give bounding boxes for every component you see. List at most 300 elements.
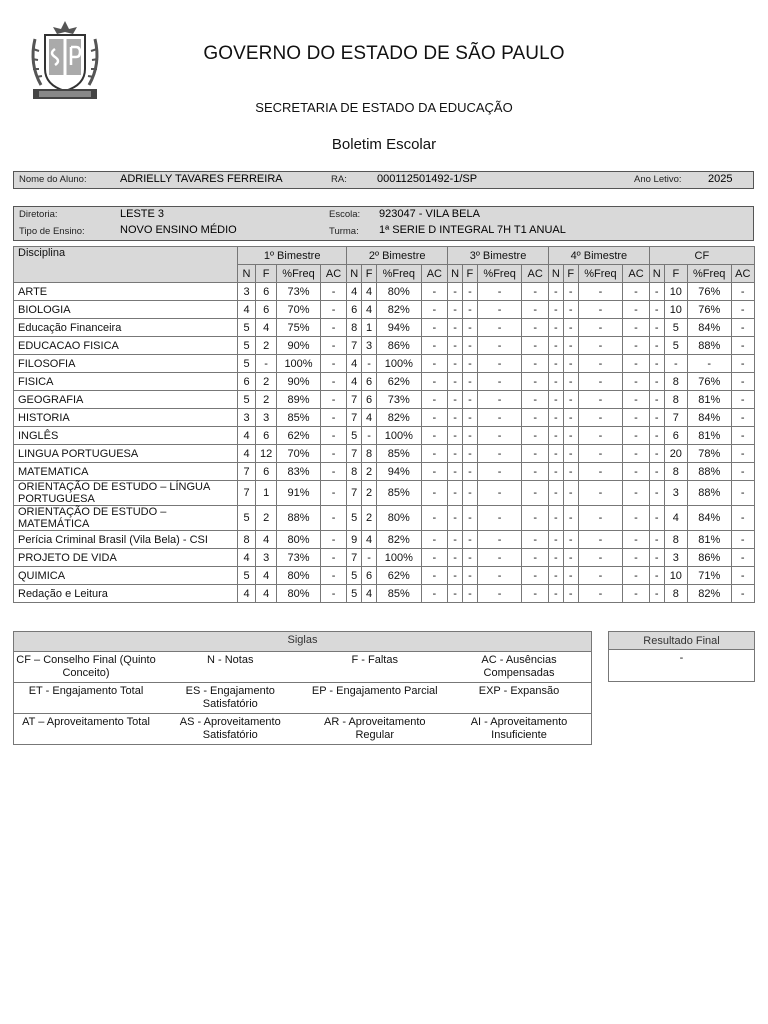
grade-cell: - — [462, 301, 477, 319]
grade-cell: 4 — [347, 373, 362, 391]
grade-cell: - — [578, 283, 623, 301]
grade-cell: 4 — [362, 585, 377, 603]
sigla-entry: ET - Engajamento Total — [14, 683, 159, 714]
sigla-entry: AC - Ausências Compensadas — [447, 652, 592, 683]
grade-cell: - — [477, 373, 522, 391]
grade-cell: - — [320, 319, 347, 337]
grade-cell: 1 — [362, 319, 377, 337]
grade-cell: - — [421, 531, 448, 549]
grade-cell: 6 — [237, 373, 255, 391]
column-subheader: %Freq — [277, 265, 321, 283]
grade-cell: - — [731, 337, 755, 355]
grade-cell: - — [548, 337, 563, 355]
grade-cell: 7 — [347, 391, 362, 409]
grade-cell: - — [462, 549, 477, 567]
grade-cell: - — [649, 409, 664, 427]
grade-cell: - — [649, 549, 664, 567]
grade-cell: - — [477, 531, 522, 549]
table-row — [14, 506, 755, 531]
grade-cell: - — [623, 463, 650, 481]
grade-cell: - — [448, 373, 463, 391]
grade-cell: 100% — [377, 355, 422, 373]
grade-cell: 4 — [256, 585, 277, 603]
grade-cell: - — [548, 549, 563, 567]
grade-cell: - — [448, 355, 463, 373]
grade-cell: - — [477, 445, 522, 463]
grade-cell: - — [522, 445, 549, 463]
grade-cell: - — [421, 585, 448, 603]
table-row — [14, 585, 755, 603]
grade-cell: - — [563, 427, 578, 445]
grade-cell: - — [578, 481, 623, 506]
grade-cell: 88% — [687, 481, 731, 506]
grade-cell: 70% — [277, 301, 321, 319]
grade-cell: 2 — [256, 391, 277, 409]
grade-cell: - — [563, 373, 578, 391]
grade-cell: - — [477, 567, 522, 585]
grade-cell: 5 — [347, 585, 362, 603]
grade-cell: 8 — [664, 531, 687, 549]
grade-cell: - — [320, 531, 347, 549]
grade-cell: - — [578, 301, 623, 319]
column-subheader: F — [362, 265, 377, 283]
grade-cell: 2 — [362, 506, 377, 531]
siglas-row — [14, 714, 592, 745]
discipline-name: MATEMATICA — [14, 463, 238, 481]
grade-cell: - — [448, 319, 463, 337]
sigla-entry: EP - Engajamento Parcial — [303, 683, 448, 714]
discipline-name: PROJETO DE VIDA — [14, 549, 238, 567]
year-value: 2025 — [708, 173, 733, 185]
grade-cell: - — [731, 585, 755, 603]
grade-cell: - — [623, 301, 650, 319]
grade-cell: 3 — [362, 337, 377, 355]
grade-cell: 71% — [687, 567, 731, 585]
grade-cell: - — [320, 409, 347, 427]
grade-cell: 2 — [362, 481, 377, 506]
grade-cell: 5 — [237, 567, 255, 585]
grade-cell: 91% — [277, 481, 321, 506]
grade-cell: - — [477, 427, 522, 445]
grade-cell: 85% — [377, 481, 422, 506]
discipline-header: Disciplina — [14, 247, 238, 283]
grade-cell: 100% — [377, 427, 422, 445]
secretariat-title: SECRETARIA DE ESTADO DA EDUCAÇÃO — [255, 100, 513, 115]
sigla-entry: F - Faltas — [303, 652, 448, 683]
column-subheader: %Freq — [687, 265, 731, 283]
grade-cell: - — [548, 585, 563, 603]
grade-cell: 8 — [664, 463, 687, 481]
grade-cell: 4 — [256, 319, 277, 337]
table-row — [14, 427, 755, 445]
grade-cell: - — [448, 409, 463, 427]
discipline-name: INGLÊS — [14, 427, 238, 445]
resultado-final-value: - — [679, 652, 684, 664]
siglas-row — [14, 652, 592, 683]
grade-cell: - — [578, 337, 623, 355]
grade-cell: 10 — [664, 301, 687, 319]
grade-cell: - — [563, 355, 578, 373]
discipline-name: ORIENTAÇÃO DE ESTUDO – LÍNGUA PORTUGUESA — [14, 481, 238, 506]
grade-cell: - — [731, 409, 755, 427]
grade-cell: - — [448, 427, 463, 445]
sigla-entry: AR - Aproveitamento Regular — [303, 714, 448, 745]
grade-cell: - — [320, 549, 347, 567]
table-row — [14, 391, 755, 409]
document-title: Boletim Escolar — [331, 136, 437, 153]
discipline-name: LINGUA PORTUGUESA — [14, 445, 238, 463]
discipline-name: QUIMICA — [14, 567, 238, 585]
grade-cell: 5 — [347, 427, 362, 445]
grade-cell: - — [623, 531, 650, 549]
grade-cell: 80% — [277, 567, 321, 585]
grade-cell: - — [320, 506, 347, 531]
grade-cell: - — [623, 373, 650, 391]
column-subheader: N — [548, 265, 563, 283]
grade-cell: - — [578, 585, 623, 603]
grade-cell: 2 — [362, 463, 377, 481]
grade-cell: - — [462, 506, 477, 531]
discipline-name: FISICA — [14, 373, 238, 391]
grade-cell: - — [548, 567, 563, 585]
grade-cell: 7 — [664, 409, 687, 427]
period-header: 4º Bimestre — [548, 247, 649, 265]
grade-cell: - — [448, 301, 463, 319]
grade-cell: - — [548, 355, 563, 373]
grade-cell: - — [421, 373, 448, 391]
grade-cell: 8 — [362, 445, 377, 463]
column-subheader: AC — [623, 265, 650, 283]
grade-cell: - — [578, 567, 623, 585]
grade-cell: - — [320, 585, 347, 603]
grade-cell: - — [522, 355, 549, 373]
period-header: CF — [649, 247, 754, 265]
grade-cell: - — [563, 463, 578, 481]
period-header: 2º Bimestre — [347, 247, 448, 265]
grade-cell: 80% — [377, 506, 422, 531]
siglas-row — [14, 683, 592, 714]
grade-cell: 4 — [256, 531, 277, 549]
table-row — [14, 409, 755, 427]
grade-cell: - — [477, 506, 522, 531]
grade-cell: - — [522, 373, 549, 391]
grade-cell: 76% — [687, 301, 731, 319]
grade-cell: - — [522, 301, 549, 319]
grade-cell: - — [522, 427, 549, 445]
grade-cell: - — [578, 319, 623, 337]
column-subheader: AC — [421, 265, 448, 283]
grade-cell: - — [522, 409, 549, 427]
grade-cell: - — [462, 355, 477, 373]
grade-cell: 3 — [237, 283, 255, 301]
grade-cell: 73% — [377, 391, 422, 409]
ra-value: 000112501492-1/SP — [377, 173, 478, 185]
column-subheader: %Freq — [477, 265, 522, 283]
grade-cell: - — [448, 391, 463, 409]
grade-cell: 80% — [277, 585, 321, 603]
tipo-ensino-label: Tipo de Ensino: — [19, 226, 85, 237]
grade-cell: 75% — [277, 319, 321, 337]
grade-cell: - — [462, 319, 477, 337]
grade-cell: 88% — [277, 506, 321, 531]
grade-cell: 5 — [237, 355, 255, 373]
grade-cell: 4 — [237, 301, 255, 319]
grade-cell: - — [477, 391, 522, 409]
grade-cell: - — [421, 355, 448, 373]
grade-cell: - — [421, 506, 448, 531]
grade-cell: - — [362, 549, 377, 567]
grade-cell: - — [548, 373, 563, 391]
grade-cell: - — [731, 549, 755, 567]
grade-cell: - — [477, 585, 522, 603]
grade-cell: - — [623, 549, 650, 567]
grade-cell: 4 — [256, 567, 277, 585]
grade-cell: - — [731, 531, 755, 549]
grade-cell: 6 — [362, 391, 377, 409]
grade-cell: - — [548, 391, 563, 409]
turma-label: Turma: — [329, 226, 359, 237]
grade-cell: 8 — [664, 585, 687, 603]
grade-cell: 4 — [362, 409, 377, 427]
grade-cell: - — [462, 283, 477, 301]
grade-cell: 85% — [377, 585, 422, 603]
grade-cell: 5 — [664, 319, 687, 337]
table-row — [14, 283, 755, 301]
table-row — [14, 549, 755, 567]
grade-cell: 10 — [664, 283, 687, 301]
column-subheader: %Freq — [578, 265, 623, 283]
grade-cell: - — [462, 373, 477, 391]
grade-cell: - — [623, 409, 650, 427]
grade-cell: 76% — [687, 283, 731, 301]
grade-cell: - — [563, 391, 578, 409]
grade-cell: - — [448, 531, 463, 549]
grade-cell: 7 — [347, 409, 362, 427]
grade-cell: - — [421, 391, 448, 409]
grade-cell: - — [421, 427, 448, 445]
grade-cell: - — [421, 445, 448, 463]
grade-cell: - — [623, 355, 650, 373]
column-subheader: AC — [522, 265, 549, 283]
grade-cell: 6 — [256, 283, 277, 301]
grade-cell: - — [362, 427, 377, 445]
sigla-entry: ES - Engajamento Satisfatório — [158, 683, 303, 714]
grade-cell: - — [731, 355, 755, 373]
grade-cell: - — [731, 506, 755, 531]
grade-cell: - — [731, 445, 755, 463]
grade-cell: 3 — [664, 549, 687, 567]
grade-cell: - — [623, 319, 650, 337]
sigla-entry: N - Notas — [158, 652, 303, 683]
grade-cell: 85% — [277, 409, 321, 427]
grade-cell: - — [548, 409, 563, 427]
grade-cell: - — [320, 373, 347, 391]
grade-cell: 73% — [277, 549, 321, 567]
student-name: ADRIELLY TAVARES FERREIRA — [120, 173, 283, 185]
grade-cell: 82% — [687, 585, 731, 603]
grade-cell: - — [649, 337, 664, 355]
grade-cell: - — [522, 531, 549, 549]
grade-cell: 5 — [347, 506, 362, 531]
sigla-entry: AT – Aproveitamento Total — [14, 714, 159, 745]
grade-cell: - — [649, 373, 664, 391]
column-subheader: F — [256, 265, 277, 283]
grade-cell: 8 — [347, 319, 362, 337]
grade-cell: 84% — [687, 319, 731, 337]
column-subheader: N — [649, 265, 664, 283]
grade-cell: - — [477, 481, 522, 506]
grade-cell: - — [462, 481, 477, 506]
grade-cell: 4 — [362, 531, 377, 549]
grade-cell: 100% — [377, 549, 422, 567]
table-row — [14, 319, 755, 337]
grade-cell: - — [649, 506, 664, 531]
grade-cell: - — [548, 481, 563, 506]
grade-cell: 7 — [347, 481, 362, 506]
grade-cell: 82% — [377, 409, 422, 427]
grade-cell: 84% — [687, 506, 731, 531]
grade-cell: 2 — [256, 373, 277, 391]
grade-cell: - — [578, 391, 623, 409]
grade-cell: - — [548, 531, 563, 549]
grade-cell: 7 — [237, 463, 255, 481]
grade-cell: - — [649, 481, 664, 506]
table-row — [14, 373, 755, 391]
grade-cell: 62% — [377, 373, 422, 391]
grade-cell: 6 — [256, 301, 277, 319]
grade-cell: 94% — [377, 319, 422, 337]
grade-cell: - — [563, 506, 578, 531]
grade-cell: 81% — [687, 531, 731, 549]
sigla-entry: CF – Conselho Final (Quinto Conceito) — [14, 652, 159, 683]
grade-cell: - — [731, 373, 755, 391]
grade-cell: 5 — [237, 391, 255, 409]
grade-cell: - — [548, 301, 563, 319]
grade-cell: 4 — [362, 301, 377, 319]
grade-cell: 4 — [347, 283, 362, 301]
grade-cell: - — [649, 531, 664, 549]
grade-cell: - — [731, 301, 755, 319]
resultado-final-table — [608, 631, 755, 682]
grade-cell: 86% — [687, 549, 731, 567]
grade-cell: 81% — [687, 391, 731, 409]
grade-cell: 2 — [256, 337, 277, 355]
grade-cell: - — [477, 337, 522, 355]
grade-cell: - — [462, 337, 477, 355]
sigla-entry: EXP - Expansão — [447, 683, 592, 714]
grade-cell: 12 — [256, 445, 277, 463]
grade-cell: - — [578, 445, 623, 463]
grade-cell: - — [578, 409, 623, 427]
grade-cell: - — [477, 355, 522, 373]
grade-cell: 8 — [237, 531, 255, 549]
grade-cell: - — [421, 481, 448, 506]
grade-cell: - — [548, 445, 563, 463]
grade-cell: - — [522, 391, 549, 409]
grade-cell: - — [548, 319, 563, 337]
grade-cell: - — [421, 337, 448, 355]
discipline-name: EDUCACAO FISICA — [14, 337, 238, 355]
grade-cell: 82% — [377, 531, 422, 549]
grade-cell: - — [649, 283, 664, 301]
grade-cell: - — [462, 567, 477, 585]
grade-cell: 4 — [237, 549, 255, 567]
grade-cell: - — [522, 463, 549, 481]
grade-cell: 10 — [664, 567, 687, 585]
column-subheader: N — [347, 265, 362, 283]
grade-cell: - — [522, 585, 549, 603]
grade-cell: - — [421, 567, 448, 585]
column-subheader: F — [563, 265, 578, 283]
sigla-entry: AS - Aproveitamento Satisfatório — [158, 714, 303, 745]
grade-cell: - — [563, 567, 578, 585]
grade-cell: - — [623, 481, 650, 506]
grade-cell: 6 — [347, 301, 362, 319]
grade-cell: 4 — [362, 283, 377, 301]
year-label: Ano Letivo: — [634, 174, 682, 185]
grade-cell: - — [623, 445, 650, 463]
grade-cell: 70% — [277, 445, 321, 463]
grade-cell: 90% — [277, 373, 321, 391]
grade-cell: - — [462, 531, 477, 549]
grade-cell: 4 — [237, 427, 255, 445]
grade-cell: 6 — [362, 567, 377, 585]
grade-cell: 8 — [664, 373, 687, 391]
grade-cell: - — [687, 355, 731, 373]
grade-cell: 4 — [237, 585, 255, 603]
grade-cell: - — [563, 481, 578, 506]
grade-cell: - — [649, 391, 664, 409]
grade-cell: - — [731, 283, 755, 301]
student-name-label: Nome do Aluno: — [19, 174, 87, 185]
discipline-name: Educação Financeira — [14, 319, 238, 337]
grade-cell: 3 — [237, 409, 255, 427]
discipline-name: BIOLOGIA — [14, 301, 238, 319]
grade-cell: - — [623, 585, 650, 603]
grade-cell: 4 — [347, 355, 362, 373]
grade-cell: - — [462, 585, 477, 603]
grade-cell: - — [563, 585, 578, 603]
grade-cell: - — [649, 585, 664, 603]
grade-cell: - — [731, 463, 755, 481]
grade-cell: - — [649, 427, 664, 445]
grade-cell: - — [578, 549, 623, 567]
grade-cell: - — [421, 549, 448, 567]
grade-cell: 89% — [277, 391, 321, 409]
grade-cell: - — [563, 301, 578, 319]
grade-cell: - — [362, 355, 377, 373]
column-subheader: F — [462, 265, 477, 283]
discipline-name: ARTE — [14, 283, 238, 301]
grade-cell: 6 — [362, 373, 377, 391]
grade-cell: 86% — [377, 337, 422, 355]
grade-cell: - — [477, 301, 522, 319]
table-row — [14, 531, 755, 549]
grade-cell: 4 — [664, 506, 687, 531]
grade-cell: 94% — [377, 463, 422, 481]
grade-cell: - — [664, 355, 687, 373]
grade-cell: - — [320, 567, 347, 585]
column-subheader: F — [664, 265, 687, 283]
grade-cell: 83% — [277, 463, 321, 481]
grade-cell: - — [448, 445, 463, 463]
grade-cell: - — [462, 427, 477, 445]
table-row — [14, 481, 755, 506]
grade-cell: - — [477, 283, 522, 301]
grade-cell: - — [462, 463, 477, 481]
table-row — [14, 337, 755, 355]
grade-cell: - — [563, 409, 578, 427]
